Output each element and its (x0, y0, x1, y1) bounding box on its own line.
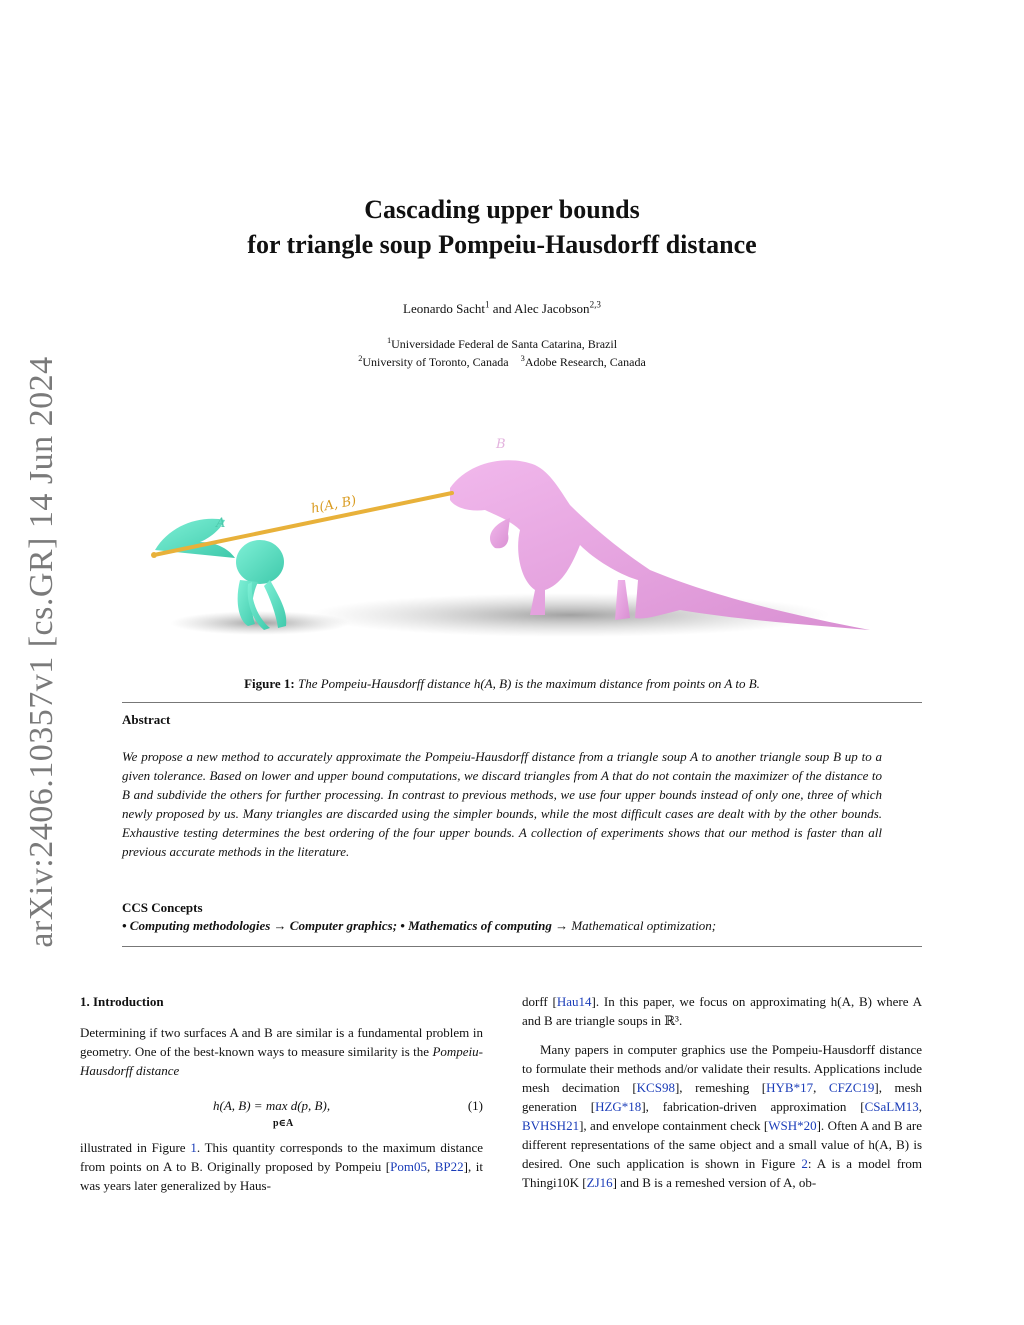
affiliation-line-1 (0, 337, 1004, 352)
intro-p1-text: Determining if two surfaces A and B are similar is a fundamental problem in geometry. One of the best-known ways to measure similarity is the (80, 1025, 483, 1059)
r2-d: ], fabrication-driven approximation [ (641, 1099, 865, 1114)
intro-p2-b: . This quantity corresponds to the maximum distance from points on A to B. Originally proposed by Pompeiu [ (80, 1140, 483, 1174)
r2-b: ], remeshing [ (674, 1080, 767, 1095)
paper-title-line1: Cascading upper bounds (364, 195, 640, 224)
cite-hyb17[interactable]: HYB*17 (766, 1080, 814, 1095)
cite-zj16[interactable]: ZJ16 (586, 1175, 613, 1190)
figure-caption (0, 676, 1004, 692)
caption-text: The Pompeiu-Hausdorff distance h(A, B) is the maximum distance from points on A to B. (297, 676, 760, 691)
intro-p1-term: Pompeiu-Hausdorff distance (80, 1044, 483, 1078)
label-a: A (216, 516, 226, 531)
r2-f: ]. Often A and B are different representations of the same object and a small value of h(A, B) is desired. One such application is shown in Figure (522, 1118, 922, 1171)
ccs-arrow-2: → (555, 918, 569, 933)
cite-csalm13[interactable]: CSaLM13 (864, 1099, 919, 1114)
author-list (0, 301, 1004, 317)
author-1-affil: 1 (485, 299, 490, 310)
intro-p2-c: ], it was years later generalized by Haus- (80, 1159, 484, 1193)
r2-a: Many papers in computer graphics use the Pompeiu-Hausdorff distance to formulate their methods and/or validate their results. Applications include mesh decimation [ (522, 1042, 922, 1095)
author-and: and (489, 301, 515, 316)
author-2: Alec Jacobson (514, 301, 590, 316)
equation-body: h(A, B) = max d(p, B), (213, 1098, 331, 1113)
affiliation-1: Universidade Federal de Santa Catarina, Brazil (391, 337, 618, 351)
cite-hzg18[interactable]: HZG*18 (595, 1099, 642, 1114)
r1-a: dorff [ (522, 994, 557, 1009)
cite-bvhsh21[interactable]: BVHSH21 (522, 1118, 580, 1133)
abstract-heading: Abstract (122, 712, 171, 727)
section-heading-intro: 1. Introduction (80, 994, 164, 1009)
rule-bottom (122, 946, 922, 947)
equation-1 (80, 1086, 483, 1134)
ccs-part2: Computer graphics; • Mathematics of computing (289, 918, 552, 933)
label-b: B (496, 437, 506, 452)
cite-kcs98[interactable]: KCS98 (636, 1080, 675, 1095)
right-paragraph-1 (522, 992, 922, 1030)
figure-illustration (90, 430, 920, 670)
intro-p2-a: illustrated in Figure (80, 1140, 191, 1155)
left-column (80, 992, 483, 1195)
affiliation-3: Adobe Research, Canada (524, 355, 646, 369)
r2-c: ], mesh generation [ (522, 1080, 923, 1114)
right-column (522, 992, 922, 1192)
affil-2-num: 2 (358, 354, 363, 363)
ccs-part3: Mathematical optimization; (571, 918, 717, 933)
right-paragraph-2: Many papers in computer graphics use the Pompeiu-Hausdorff distance to formulate their methods and/or validate their results. Applications include mesh decimation [KCS98], remeshing [HYB*17, CFZC19], mesh generation [HZG*18], fabrication-driven approximation [CSaLM13, BVHSH21], and envelope containment check [WSH*20]. Often A and B are different representations of the same object and a small value of h(A, B) is desired. One such application is shown in Figure 2: A is a model from Thingi10K [ZJ16] and B is a remeshed version of A, ob- (522, 1042, 923, 1190)
ccs-heading: CCS Concepts (122, 900, 203, 915)
affil-1-num: 1 (386, 336, 392, 345)
affiliation-line-2 (0, 355, 1004, 370)
cite-pom05[interactable]: Pom05 (390, 1159, 427, 1174)
ccs-part1: • Computing methodologies (122, 918, 271, 933)
label-h: h(A, B) (309, 493, 358, 517)
ccs-concepts (122, 918, 716, 934)
author-1: Leonardo Sacht (403, 301, 485, 316)
rule-top (122, 702, 922, 703)
figure-1-link[interactable]: 1 (190, 1140, 197, 1155)
cite-bp22[interactable]: BP22 (434, 1159, 464, 1174)
caption-label: Figure 1: (244, 676, 295, 691)
ccs-arrow-1: → (273, 918, 287, 933)
intro-paragraph-2: illustrated in Figure 1. This quantity corresponds to the maximum distance from points on A to B. Originally proposed by Pompeiu [Pom05, BP22], it was years later generalized by Haus- (80, 1140, 484, 1193)
paper-title-line2: for triangle soup Pompeiu-Hausdorff distance (247, 230, 757, 259)
r2-h: ] and B is a remeshed version of A, ob- (612, 1175, 817, 1190)
r2-e: ], and envelope containment check [ (579, 1118, 769, 1133)
cite-cfzc19[interactable]: CFZC19 (828, 1080, 875, 1095)
affiliation-2: University of Toronto, Canada (362, 355, 509, 369)
arxiv-identifier: arXiv:2406.10357v1 [cs.GR] 14 Jun 2024 (23, 356, 60, 948)
intro-paragraph-1 (80, 1023, 483, 1080)
cite-wsh20[interactable]: WSH*20 (768, 1118, 817, 1133)
r1-b: ]. In this paper, we focus on approximating h(A, B) where A and B are triangle soups in ℝ³. (522, 994, 922, 1028)
equation-number: (1) (467, 1098, 483, 1113)
figure-2-link[interactable]: 2 (801, 1156, 808, 1171)
author-2-affil: 2,3 (589, 299, 601, 310)
r2-g: : A is a model from Thingi10K [ (522, 1156, 922, 1190)
abstract-text: We propose a new method to accurately approximate the Pompeiu-Hausdorff distance from a triangle soup A to another triangle soup B up to a given tolerance. Based on lower and upper bound computations, we discard triangles from A that do not contain the maximizer of the distance to B and subdivide the others for further processing. In contrast to previous methods, we use four upper bounds instead of only one, three of which newly proposed by us. Many triangles are discarded using the simpler bounds, while the most difficult cases are dealt with by the other bounds. Exhaustive testing determines the best ordering of the four upper bounds. A collection of experiments shows that our method is faster than all previous accurate methods in the literature. (122, 749, 882, 859)
segment-end-a (151, 552, 157, 558)
cite-hau14[interactable]: Hau14 (556, 994, 592, 1009)
affil-3-num: 3 (520, 354, 525, 363)
equation-subscript: p∈A (273, 1118, 294, 1129)
